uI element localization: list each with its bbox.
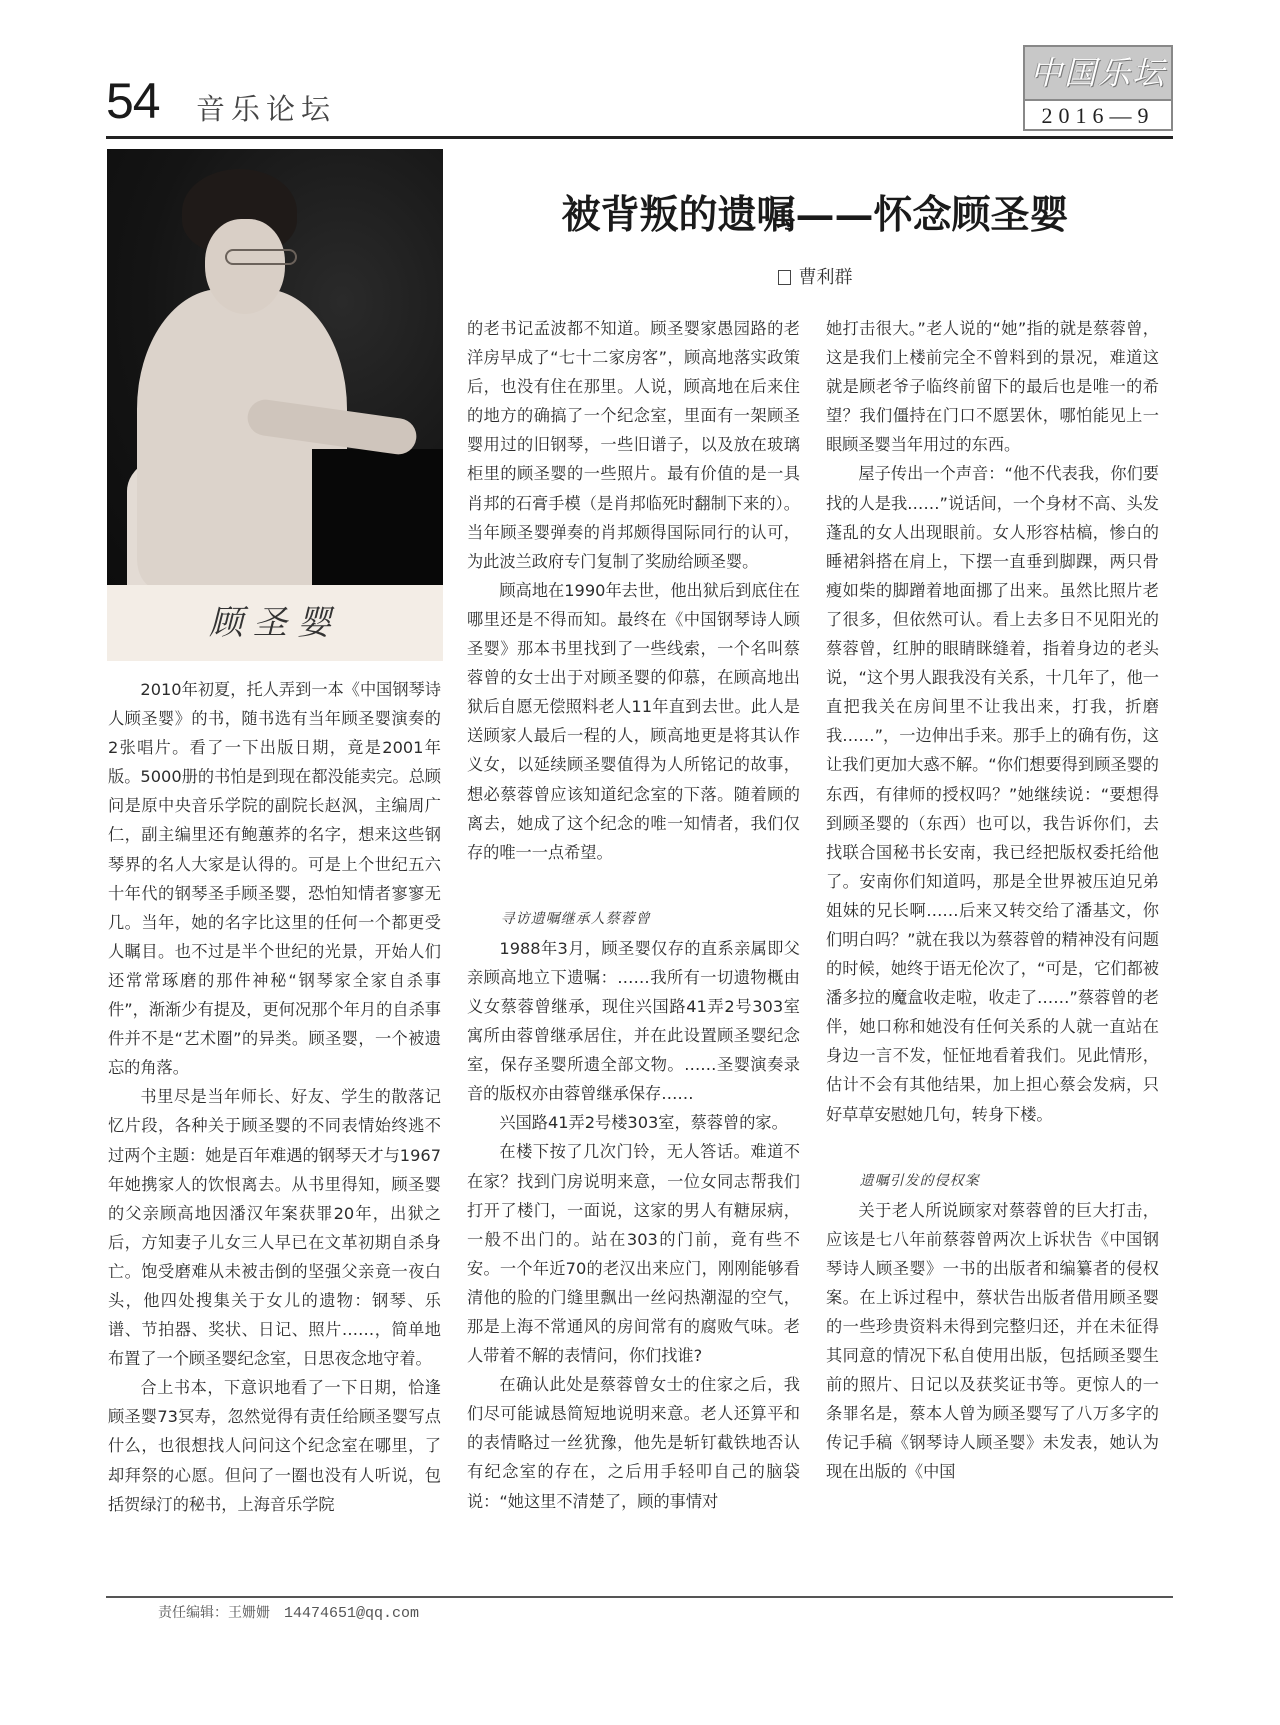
subheading: 寻访遗嘱继承人蔡蓉曾 — [500, 910, 651, 927]
byline-box-icon — [778, 270, 791, 285]
section-spacer — [826, 1129, 1159, 1167]
page-number: 54 — [106, 73, 160, 129]
paragraph: 在楼下按了几次门铃，无人答话。难道不在家？找到门房说明来意，一位女同志帮我们打开了楼门，一面说，这家的男人有糖尿病，一般不出门的。站在303的门前，竟有些不安。一个年近70的老汉出来应门，刚刚能够看清他的脸的门缝里飘出一丝闷热潮湿的空气，那是上海不常通风的房间常有的腐败气味。老人带着不解的表情问，你们找谁? — [467, 1142, 800, 1366]
author-name: 曹利群 — [798, 267, 853, 288]
issue-number: 2016—9 — [1041, 103, 1155, 128]
subheading: 遗嘱引发的侵权案 — [859, 1172, 980, 1189]
footer-divider — [106, 1596, 1173, 1598]
magazine-masthead — [1023, 45, 1173, 131]
pianist-photo-image — [107, 149, 443, 585]
paragraph: 她打击很大。”老人说的“她”指的就是蔡蓉曾，这是我们上楼前完全不曾料到的景况，难道这就是顾老爷子临终前留下的最后也是唯一的希望？我们僵持在门口不愿罢休，哪怕能见上一眼顾圣婴当年用过的东西。 — [826, 319, 1159, 455]
paragraph: 顾高地在1990年去世，他出狱后到底住在哪里还是不得而知。最终在《中国钢琴诗人顾圣婴》那本书里找到了一些线索，一个名叫蔡蓉曾的女士出于对顾圣婴的仰慕，在顾高地出狱后自愿无偿照料老人11年直到去世。此人是送顾家人最后一程的人，顾高地更是将其认作义女，以延续顾圣婴值得为人所铭记的故事，想必蔡蓉曾应该知道纪念室的下落。随着顾的离去，她成了这个纪念的唯一知情者，我们仅存的唯一一点希望。 — [467, 580, 800, 862]
article-column-2 — [467, 314, 800, 1516]
section-spacer — [467, 867, 800, 905]
magazine-logo: 中国乐坛 — [1025, 47, 1171, 101]
paragraph: 1988年3月，顾圣婴仅存的直系亲属即父亲顾高地立下遗嘱：……我所有一切遗物概由义女蔡蓉曾继承，现住兴国路41弄2号303室寓所由蓉曾继承居住，并在此设置顾圣婴纪念室，保存圣婴所遗全部文物。……圣婴演奏录音的版权亦由蓉曾继承保存…… — [467, 938, 800, 1104]
paragraph: 在确认此处是蔡蓉曾女士的住家之后，我们尽可能诚恳简短地说明来意。老人还算平和的表情略过一丝犹豫，他先是斩钉截铁地否认有纪念室的存在，之后用手轻叩自己的脑袋说：“她这里不清楚了，顾的事情对 — [467, 1375, 800, 1511]
paragraph: 兴国路41弄2号楼303室，蔡蓉曾的家。 — [499, 1113, 788, 1133]
byline — [455, 265, 1175, 291]
portrait-photo — [107, 149, 443, 661]
article-title: 被背叛的遗嘱——怀念顾圣婴 — [561, 192, 1069, 238]
paragraph: 合上书本，下意识地看了一下日期，恰逢顾圣婴73冥寿，忽然觉得有责任给顾圣婴写点什么，也很想找人问问这个纪念室在哪里，了却拜祭的心愿。但问了一圈也没有人听说，包括贺绿汀的秘书，上海音乐学院 — [108, 1378, 441, 1514]
article-column-1 — [108, 675, 441, 1519]
paragraph: 关于老人所说顾家对蔡蓉曾的巨大打击，应该是七八年前蔡蓉曾两次上诉状告《中国钢琴诗人顾圣婴》一书的出版者和编纂者的侵权案。在上诉过程中，蔡状告出版者借用顾圣婴的一些珍贵资料未得到完整归还，并在未征得其同意的情况下私自使用出版，包括顾圣婴生前的照片、日记以及获奖证书等。更惊人的一条罪名是，蔡本人曾为顾圣婴写了八万多字的传记手稿《钢琴诗人顾圣婴》未发表，她认为现在出版的《中国 — [826, 1200, 1159, 1482]
paragraph: 屋子传出一个声音：“他不代表我，你们要找的人是我……”说话间，一个身材不高、头发蓬乱的女人出现眼前。女人形容枯槁，惨白的睡裙斜搭在肩上，下摆一直垂到脚踝，两只骨瘦如柴的脚蹭着地面挪了出来。虽然比照片老了很多，但依然可认。看上去多日不见阳光的蔡蓉曾，红肿的眼睛眯缝着，指着身边的老头说，“这个男人跟我没有关系，十几年了，他一直把我关在房间里不让我出来，打我，折磨我……”，一边伸出手来。那手上的确有伤，这让我们更加大惑不解。“你们想要得到顾圣婴的东西，有律师的授权吗？”她继续说：“要想得到顾圣婴的（东西）也可以，我告诉你们，去找联合国秘书长安南，我已经把版权委托给他了。安南你们知道吗，那是全世界被压迫兄弟姐妹的兄长啊……后来又转交给了潘基文，你们明白吗？”就在我以为蔡蓉曾的精神没有问题的时候，她终于语无伦次了，“可是，它们都被潘多拉的魔盒收走啦，收走了……”蔡蓉曾的老伴，她口称和她没有任何关系的人就一直站在身边一言不发，怔怔地看着我们。见此情形，估计不会有其他结果，加上担心蔡会发病，只好草草安慰她几句，转身下楼。 — [826, 464, 1159, 1124]
signature-caption: 顾圣婴 — [209, 603, 341, 643]
article-column-3 — [826, 314, 1159, 1487]
paragraph: 2010年初夏，托人弄到一本《中国钢琴诗人顾圣婴》的书，随书选有当年顾圣婴演奏的2张唱片。看了一下出版日期，竟是2001年版。5000册的书怕是到现在都没能卖完。总顾问是原中央音乐学院的副院长赵沨，主编周广仁，副主编里还有鲍蕙荞的名字，想来这些钢琴界的名人大家是认得的。可是上个世纪五六十年代的钢琴圣手顾圣婴，恐怕知情者寥寥无几。当年，她的名字比这里的任何一个都更受人瞩目。也不过是半个世纪的光景，开始人们还常常琢磨的那件神秘“钢琴家全家自杀事件”，渐渐少有提及，更何况那个年月的自杀事件并不是“艺术圈”的异类。顾圣婴，一个被遗忘的角落。 — [108, 680, 441, 1078]
editor-label: 责任编辑：王姗姗 — [158, 1605, 270, 1621]
section-name: 音乐论坛 — [196, 92, 337, 126]
paragraph: 书里尽是当年师长、好友、学生的散落记忆片段，各种关于顾圣婴的不同表情始终逃不过两个主题：她是百年难遇的钢琴天才与1967年她携家人的饮恨离去。从书里得知，顾圣婴的父亲顾高地因潘汉年案获罪20年，出狱之后，方知妻子儿女三人早已在文革初期自杀身亡。饱受磨难从未被击倒的坚强父亲竟一夜白头，他四处搜集关于女儿的遗物：钢琴、乐谱、节拍器、奖状、日记、照片……，简单地布置了一个顾圣婴纪念室，日思夜念地守着。 — [108, 1087, 441, 1369]
editor-email: 14474651@qq.com — [284, 1605, 420, 1622]
paragraph: 的老书记孟波都不知道。顾圣婴家愚园路的老洋房早成了“七十二家房客”，顾高地落实政策后，也没有住在那里。人说，顾高地在后来住的地方的确搞了一个纪念室，里面有一架顾圣婴用过的旧钢琴，一些旧谱子，以及放在玻璃柜里的顾圣婴的一些照片。最有价值的是一具肖邦的石膏手模（是肖邦临死时翻制下来的）。当年顾圣婴弹奏的肖邦颇得国际同行的认可，为此波兰政府专门复制了奖励给顾圣婴。 — [467, 319, 800, 571]
header-divider — [106, 136, 1173, 139]
editor-credit — [158, 1603, 419, 1624]
